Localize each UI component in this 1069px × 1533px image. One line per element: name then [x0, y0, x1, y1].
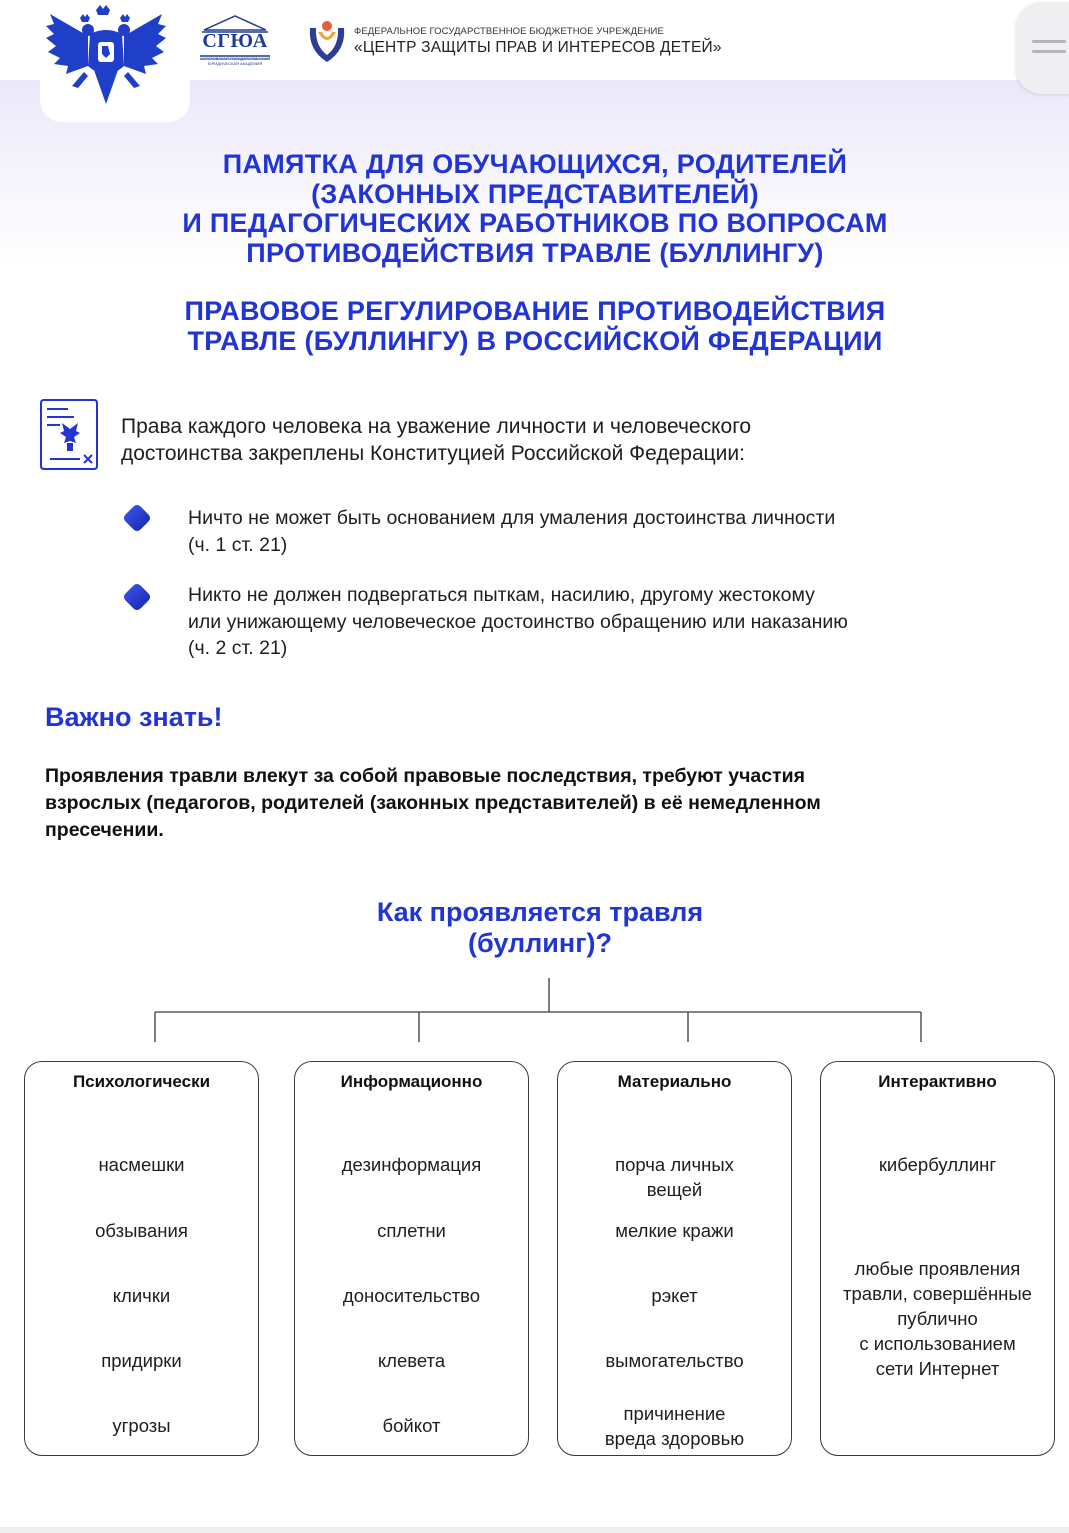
diagram-connector-lines [0, 978, 1069, 1064]
card-item: доносительство [342, 1285, 481, 1306]
important-line: Проявления травли влекут за собой правовые последствия, требуют участия [45, 765, 806, 787]
russia-emblem-icon [44, 4, 168, 112]
card-item: насмешки [98, 1154, 185, 1175]
section-title-line: ПРАВОВОЕ РЕГУЛИРОВАНИЕ ПРОТИВОДЕЙСТВИЯ [184, 296, 886, 326]
sgua-title: СГЮА [202, 30, 268, 52]
card-item: мелкие кражи [615, 1220, 734, 1241]
centre-org-name: «ЦЕНТР ЗАЩИТЫ ПРАВ И ИНТЕРЕСОВ ДЕТЕЙ» [354, 39, 722, 56]
important-line: пресечении. [45, 819, 164, 841]
constitution-bullet [188, 505, 1008, 558]
menu-icon[interactable] [1032, 38, 1066, 56]
page-title-line: (ЗАКОННЫХ ПРЕДСТАВИТЕЛЕЙ) [311, 178, 759, 209]
page-bottom-edge [0, 1527, 1069, 1533]
card-heading: Материально [617, 1072, 732, 1091]
category-card-interactive [820, 1061, 1055, 1456]
bullet-line: или унижающему человеческое достоинство обращению или наказанию [188, 610, 848, 633]
card-item: рэкет [651, 1285, 698, 1306]
card-item: травли, совершённые [843, 1283, 1032, 1304]
important-heading: Важно знать! [45, 702, 223, 732]
card-item: дезинформация [341, 1154, 482, 1175]
constitution-bullet [188, 582, 1008, 662]
bullet-line: (ч. 1 ст. 21) [188, 533, 288, 556]
page-title-line: И ПЕДАГОГИЧЕСКИХ РАБОТНИКОВ ПО ВОПРОСАМ [182, 208, 888, 238]
page-title-line: ПРОТИВОДЕЙСТВИЯ ТРАВЛЕ (БУЛЛИНГУ) [246, 237, 824, 268]
diagram-title-line: Как проявляется травля [376, 897, 704, 927]
bullet-line: (ч. 2 ст. 21) [188, 637, 288, 659]
card-heading: Информационно [340, 1072, 483, 1091]
card-item: бойкот [382, 1415, 441, 1436]
document-icon [40, 397, 100, 472]
card-heading: Психологически [72, 1072, 211, 1091]
card-item: клевета [377, 1350, 446, 1371]
card-item: угрозы [112, 1415, 171, 1436]
card-item: кибербуллинг [878, 1154, 997, 1175]
card-item: вымогательство [605, 1350, 744, 1371]
category-card-psychological [24, 1061, 259, 1456]
card-item: клички [112, 1285, 171, 1306]
category-card-informational [294, 1061, 529, 1456]
intro-line: Права каждого человека на уважение личности и человеческого [121, 415, 752, 438]
intro-line: достоинства закреплены Конституцией Российской Федерации: [121, 442, 745, 465]
diamond-bullet-icon [123, 504, 151, 532]
sgua-subtitle: САРАТОВСКАЯ ГОСУДАРСТВЕННАЯ ЮРИДИЧЕСКАЯ АКАДЕМИЯ [199, 56, 271, 66]
card-item: обзывания [95, 1220, 188, 1241]
page-title [60, 150, 1010, 268]
important-text [45, 763, 1005, 844]
constitution-intro [121, 413, 1021, 467]
card-item: любые проявления [854, 1258, 1021, 1279]
card-item: публично [897, 1308, 978, 1329]
card-heading: Интерактивно [878, 1072, 997, 1091]
bullet-line: Никто не должен подвергаться пыткам, насилию, другому жестокому [188, 584, 815, 606]
bullet-line: Ничто не может быть основанием для умаления достоинства личности [188, 507, 836, 529]
card-item: порча личных [615, 1154, 734, 1175]
centre-logo-icon [306, 18, 348, 64]
diagram-title [240, 897, 840, 959]
important-line: взрослых (педагогов, родителей (законных представителей) в её немедленном [45, 792, 821, 814]
card-item: вреда здоровью [604, 1428, 745, 1449]
card-item: сплетни [377, 1220, 446, 1241]
diamond-bullet-icon [123, 583, 151, 611]
card-item: сети Интернет [875, 1358, 1000, 1379]
card-item: вещей [646, 1179, 703, 1200]
section-title-line: ТРАВЛЕ (БУЛЛИНГУ) В РОССИЙСКОЙ ФЕДЕРАЦИИ [187, 325, 883, 356]
centre-org-type: ФЕДЕРАЛЬНОЕ ГОСУДАРСТВЕННОЕ БЮДЖЕТНОЕ УЧРЕЖДЕНИЕ [354, 26, 664, 37]
section-title [60, 297, 1010, 356]
page-title-line: ПАМЯТКА ДЛЯ ОБУЧАЮЩИХСЯ, РОДИТЕЛЕЙ [222, 149, 848, 179]
category-card-material [557, 1061, 792, 1456]
card-item: придирки [101, 1350, 182, 1371]
card-item: с использованием [859, 1333, 1016, 1354]
card-item: причинение [623, 1403, 726, 1424]
diagram-title-line: (буллинг)? [468, 928, 612, 958]
